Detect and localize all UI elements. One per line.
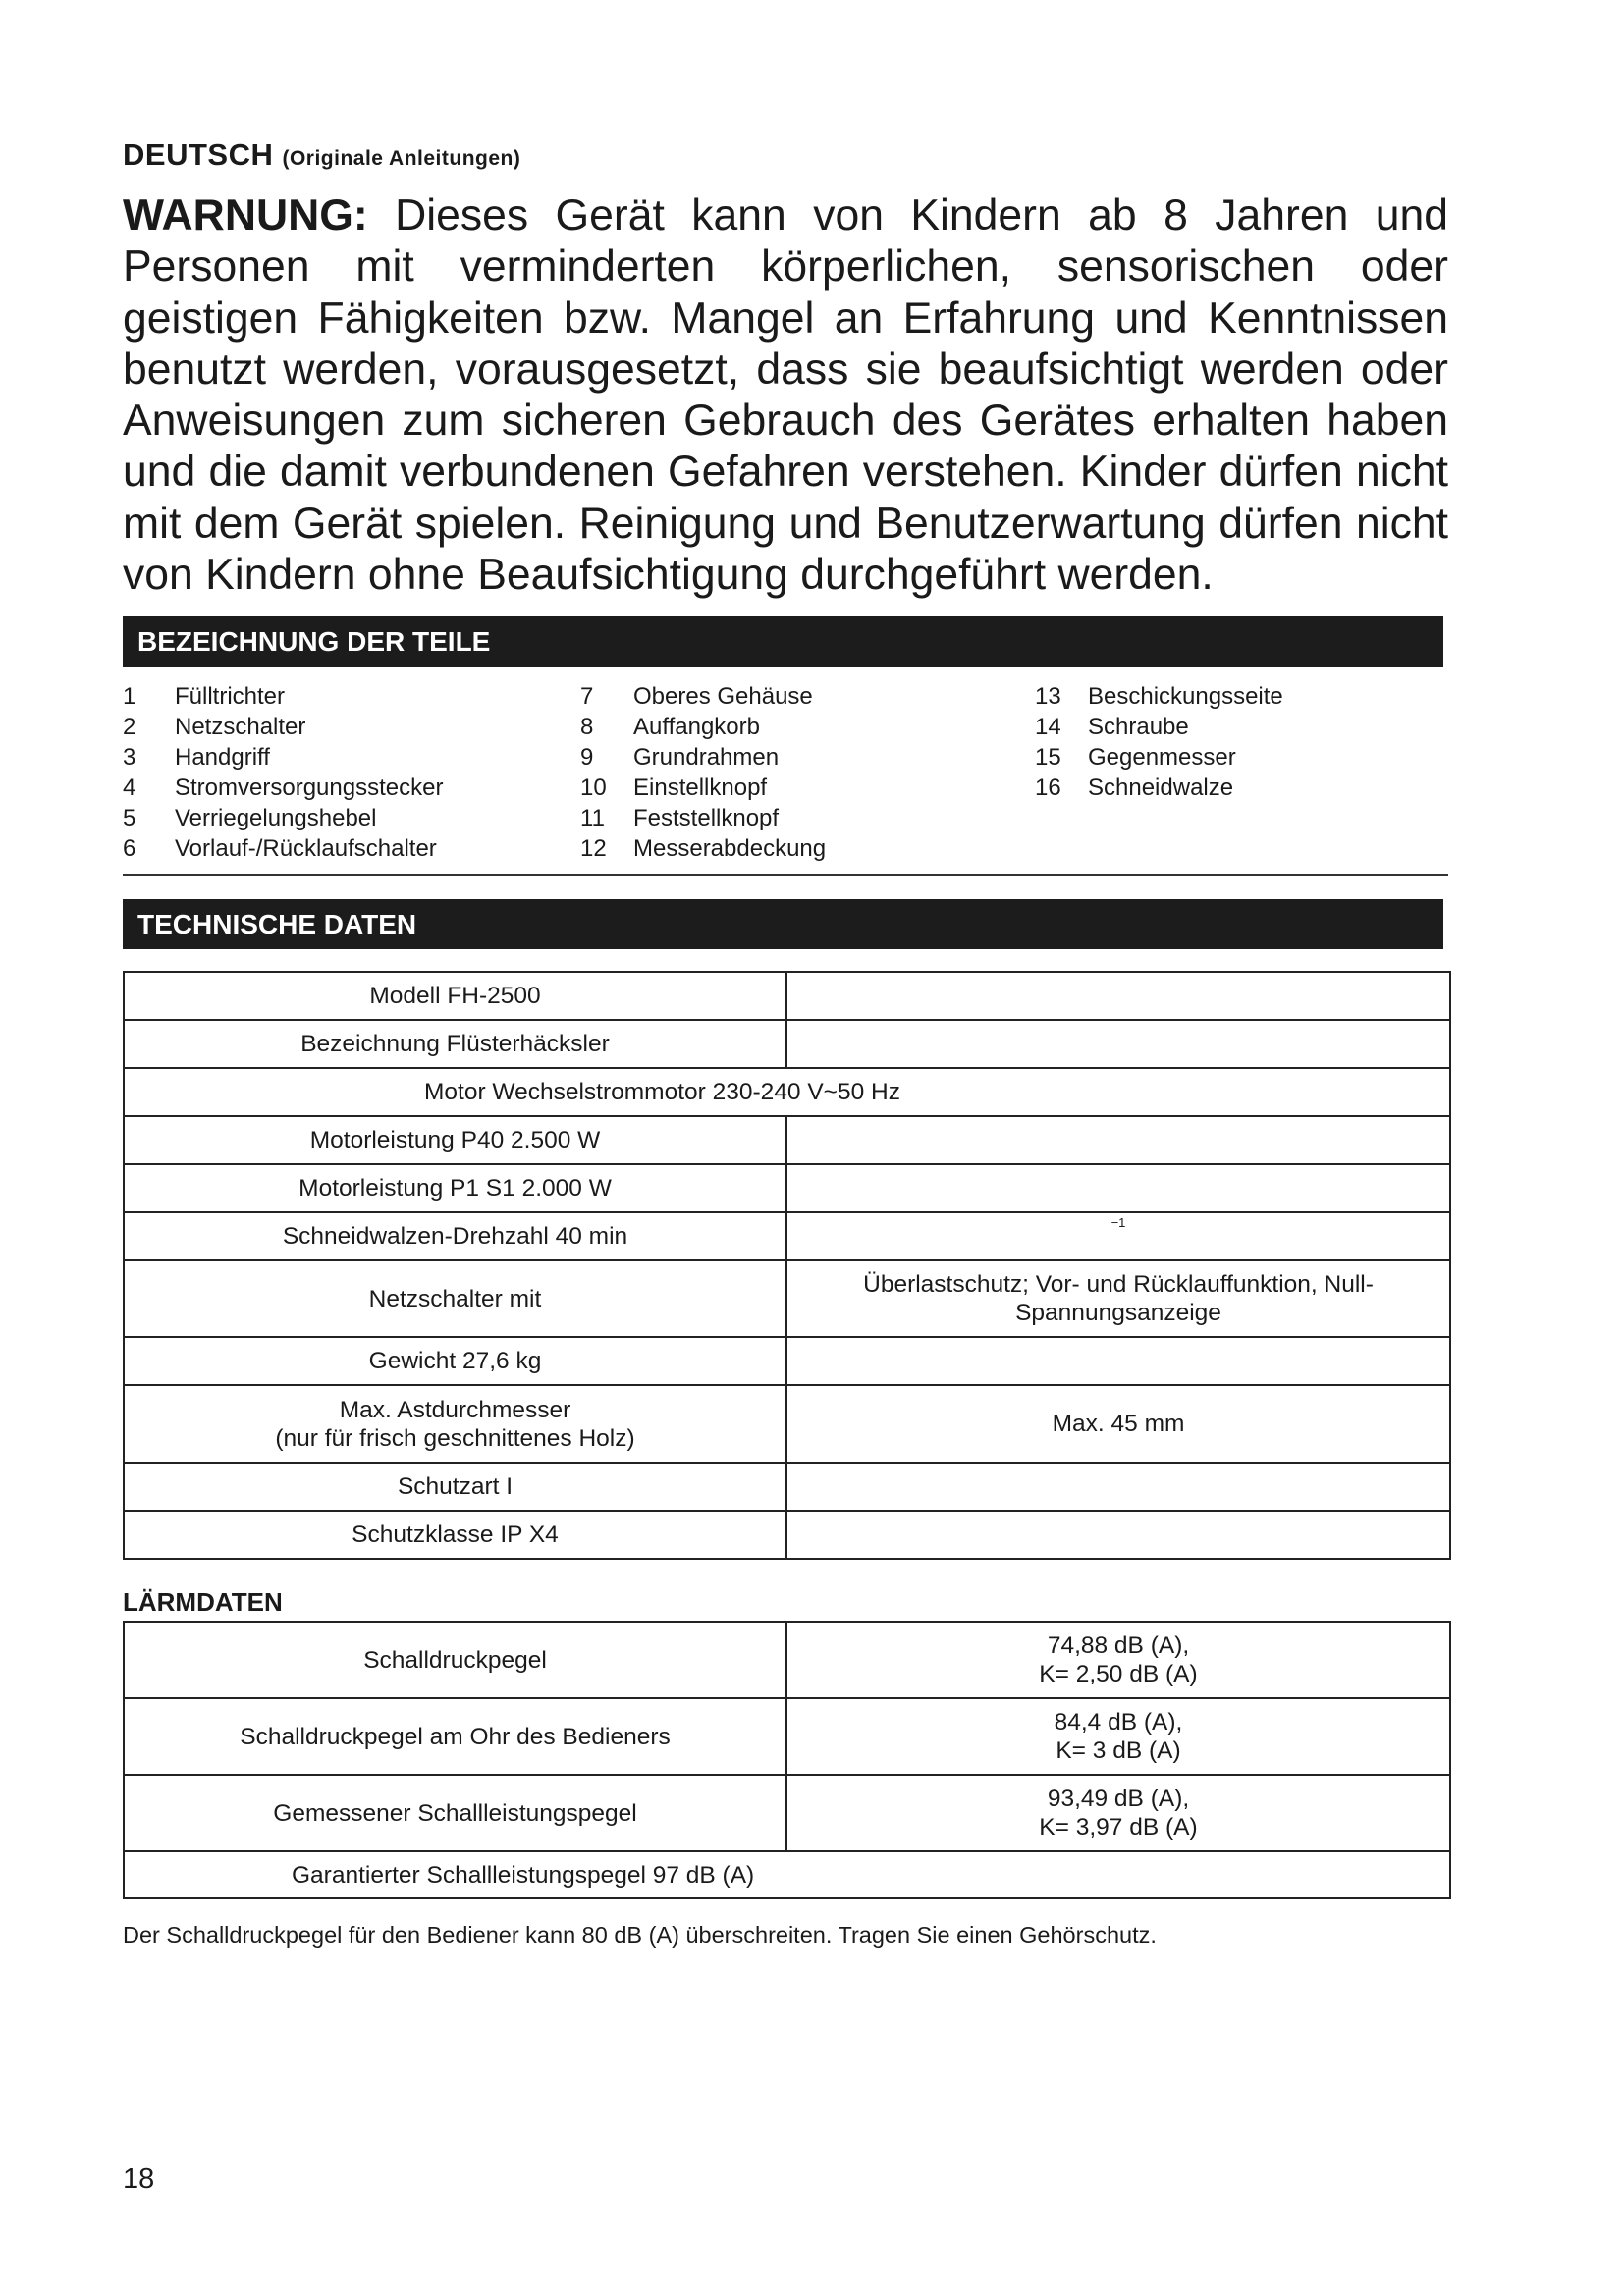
table-cell: Schutzklasse IP X4 <box>124 1511 786 1559</box>
noise-section-title: LÄRMDATEN <box>123 1587 283 1617</box>
table-row <box>124 1116 1450 1164</box>
part-item: 8 Auffangkorb <box>580 714 760 740</box>
table-cell <box>786 1511 1450 1559</box>
table-row <box>124 1212 1450 1260</box>
table-row <box>124 1775 1450 1851</box>
table-cell: Gewicht 27,6 kg <box>124 1337 786 1385</box>
noise-data-table <box>123 1621 1451 1899</box>
part-item: 10 Einstellknopf <box>580 774 768 801</box>
table-cell: Motorleistung P1 S1 2.000 W <box>124 1164 786 1212</box>
part-item: 6 Vorlauf-/Rücklaufschalter <box>123 835 437 862</box>
table-cell <box>786 1164 1450 1212</box>
parts-column-3 <box>1035 681 1283 803</box>
table-cell: Modell FH-2500 <box>124 972 786 1020</box>
table-cell: 74,88 dB (A), K= 2,50 dB (A) <box>786 1622 1450 1698</box>
table-cell <box>786 972 1450 1020</box>
table-cell: Motor Wechselstrommotor 230-240 V~50 Hz <box>124 1068 1450 1116</box>
part-item: 5 Verriegelungshebel <box>123 805 377 831</box>
table-cell: Gemessener Schallleistungspegel <box>124 1775 786 1851</box>
part-item: 1 Fülltrichter <box>123 683 286 710</box>
table-cell <box>786 1212 1450 1260</box>
table-cell <box>786 1020 1450 1068</box>
language-label: DEUTSCH <box>123 137 274 172</box>
hearing-protection-note: Der Schalldruckpegel für den Bediener kann 80 dB (A) überschreiten. Tragen Sie einen Gehörschutz. <box>123 1922 1157 1948</box>
tech-data-table <box>123 971 1451 1560</box>
table-cell: Netzschalter mit <box>124 1260 786 1337</box>
table-row <box>124 1463 1450 1511</box>
table-row <box>124 1851 1450 1898</box>
table-row <box>124 1511 1450 1559</box>
table-cell: Überlastschutz; Vor- und Rücklauffunktion, Null-Spannungsanzeige <box>786 1260 1450 1337</box>
table-row <box>124 1698 1450 1775</box>
table-cell: 84,4 dB (A), K= 3 dB (A) <box>786 1698 1450 1775</box>
page-number: 18 <box>123 2163 155 2195</box>
warning-text: Dieses Gerät kann von Kindern ab 8 Jahren und Personen mit verminderten körperlichen, sensorischen oder geistigen Fähigkeiten bzw. Mangel an Erfahrung und Kenntnissen benutzt werden, vorausgesetzt, dass sie beaufsichtigt werden oder Anweisungen zum sicheren Gebrauch des Gerätes erhalten haben und die damit verbundenen Gefahren verstehen. Kinder dürfen nicht mit dem Gerät spielen. Reinigung und Benutzerwartung dürfen nicht von Kindern ohne Beaufsichtigung durchgeführt werden. <box>123 191 1448 600</box>
language-heading <box>123 137 520 173</box>
language-note: (Originale Anleitungen) <box>282 147 521 170</box>
table-cell: Garantierter Schallleistungspegel 97 dB (A) <box>124 1851 1450 1898</box>
part-item: 16 Schneidwalze <box>1035 774 1234 801</box>
part-item: 4 Stromversorgungsstecker <box>123 774 444 801</box>
table-row <box>124 1337 1450 1385</box>
table-cell <box>786 1116 1450 1164</box>
table-cell: Bezeichnung Flüsterhäcksler <box>124 1020 786 1068</box>
table-cell <box>786 1337 1450 1385</box>
part-item: 12 Messerabdeckung <box>580 835 827 862</box>
table-cell: Max. 45 mm <box>786 1385 1450 1463</box>
table-cell: 93,49 dB (A), K= 3,97 dB (A) <box>786 1775 1450 1851</box>
table-cell: Schneidwalzen-Drehzahl 40 min <box>124 1212 786 1260</box>
table-row <box>124 1020 1450 1068</box>
part-item: 2 Netzschalter <box>123 714 306 740</box>
exponent-superscript: −1 <box>1110 1215 1126 1230</box>
part-item: 13 Beschickungsseite <box>1035 683 1283 710</box>
part-item: 14 Schraube <box>1035 714 1189 740</box>
warning-paragraph <box>123 190 1448 601</box>
part-item: 7 Oberes Gehäuse <box>580 683 813 710</box>
table-cell: Max. Astdurchmesser (nur für frisch geschnittenes Holz) <box>124 1385 786 1463</box>
part-item: 9 Grundrahmen <box>580 744 780 771</box>
table-cell: Schalldruckpegel am Ohr des Bedieners <box>124 1698 786 1775</box>
table-row <box>124 972 1450 1020</box>
table-row <box>124 1385 1450 1463</box>
table-row <box>124 1068 1450 1116</box>
part-item: 15 Gegenmesser <box>1035 744 1236 771</box>
parts-list <box>123 681 1448 876</box>
table-cell: Schalldruckpegel <box>124 1622 786 1698</box>
parts-column-2 <box>580 681 826 864</box>
warning-label: WARNUNG: <box>123 191 368 240</box>
parts-section-title: BEZEICHNUNG DER TEILE <box>123 616 1443 667</box>
table-row <box>124 1260 1450 1337</box>
tech-section-title: TECHNISCHE DATEN <box>123 899 1443 949</box>
table-cell: Schutzart I <box>124 1463 786 1511</box>
part-item: 11 Feststellknopf <box>580 805 780 831</box>
parts-column-1 <box>123 681 443 864</box>
table-row <box>124 1622 1450 1698</box>
table-cell <box>786 1463 1450 1511</box>
table-cell: Motorleistung P40 2.500 W <box>124 1116 786 1164</box>
part-item: 3 Handgriff <box>123 744 270 771</box>
table-row <box>124 1164 1450 1212</box>
